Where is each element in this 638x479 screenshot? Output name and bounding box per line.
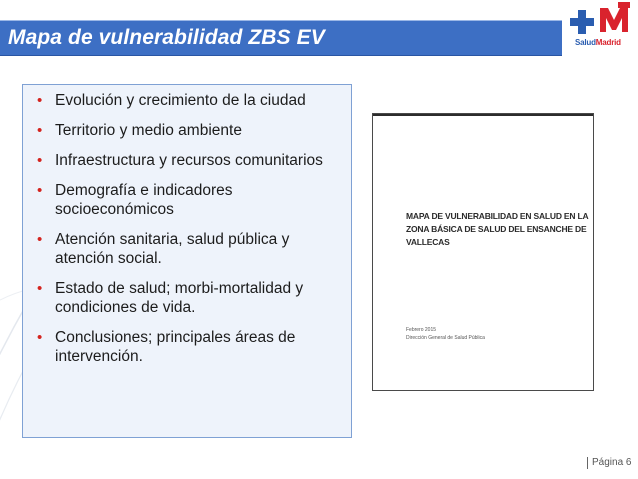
list-item: • Demografía e indicadores socioeconómicos — [37, 182, 233, 218]
document-cover-image — [372, 113, 594, 391]
list-item: • Evolución y crecimiento de la ciudad — [37, 92, 306, 109]
list-item: • Conclusiones; principales áreas de intervención. — [37, 329, 296, 365]
bullet-marker-icon: • — [37, 231, 43, 248]
list-item: • Territorio y medio ambiente — [37, 122, 242, 139]
list-item: • Infraestructura y recursos comunitarios — [37, 152, 323, 169]
bullet-marker-icon: • — [37, 280, 43, 297]
topics-box — [22, 84, 352, 438]
list-item: • Atención sanitaria, salud pública y atención social. — [37, 231, 290, 267]
document-meta — [406, 326, 586, 342]
list-item: • Estado de salud; morbi-mortalidad y condiciones de vida. — [37, 280, 304, 316]
title-bar — [0, 20, 562, 56]
logo-wordmark: SaludMadrid — [575, 38, 621, 47]
bullet-marker-icon: • — [37, 122, 43, 139]
bullet-marker-icon: • — [37, 329, 43, 346]
bullet-marker-icon: • — [37, 92, 43, 109]
document-top-rule — [373, 114, 593, 116]
document-date: Febrero 2015 — [406, 327, 437, 333]
slide-title: Mapa de vulnerabilidad ZBS EV — [8, 26, 325, 49]
bullet-marker-icon: • — [37, 152, 43, 169]
page-number: Página 6 — [592, 457, 632, 468]
footer-divider — [587, 457, 588, 469]
document-title: MAPA DE VULNERABILIDAD EN SALUD EN LA ZONA BÁSICA DE SALUD DEL ENSANCHE DE VALLECAS — [406, 211, 589, 247]
document-department: Dirección General de Salud Pública — [406, 335, 485, 341]
bullet-marker-icon: • — [37, 182, 43, 199]
topics-list — [23, 85, 351, 366]
